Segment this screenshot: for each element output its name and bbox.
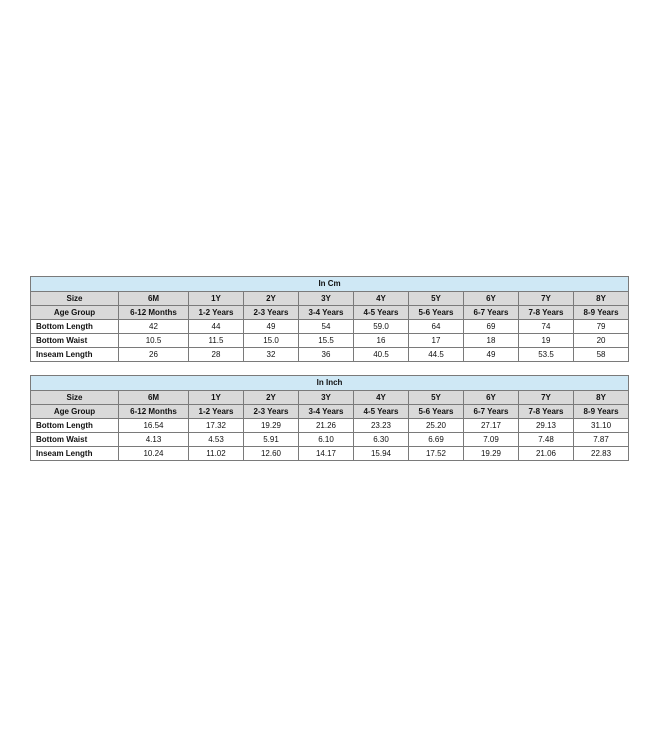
- table-cell: 6.69: [409, 433, 464, 447]
- size-cell: 6M: [119, 292, 189, 306]
- table-cell: 54: [299, 320, 354, 334]
- table-row: [31, 419, 629, 433]
- table-cell: 74: [519, 320, 574, 334]
- table-title: In Cm: [31, 277, 629, 292]
- table-cell: 36: [299, 348, 354, 362]
- age-cell: 6-7 Years: [464, 306, 519, 320]
- table-cell: 44.5: [409, 348, 464, 362]
- table-cell: 19.29: [244, 419, 299, 433]
- size-cell: 5Y: [409, 391, 464, 405]
- table-cell: 20: [574, 334, 629, 348]
- size-label: Size: [31, 391, 119, 405]
- table-cell: 4.13: [119, 433, 189, 447]
- table-cell: 15.94: [354, 447, 409, 461]
- table-cell: 14.17: [299, 447, 354, 461]
- size-chart-inch-table: [30, 375, 629, 461]
- row-label: Bottom Waist: [31, 433, 119, 447]
- age-cell: 3-4 Years: [299, 405, 354, 419]
- table-cell: 69: [464, 320, 519, 334]
- age-cell: 1-2 Years: [189, 405, 244, 419]
- table-row: [31, 320, 629, 334]
- row-label: Inseam Length: [31, 447, 119, 461]
- size-label: Size: [31, 292, 119, 306]
- table-cell: 10.5: [119, 334, 189, 348]
- age-cell: 6-12 Months: [119, 306, 189, 320]
- table-cell: 53.5: [519, 348, 574, 362]
- size-header-row: [31, 391, 629, 405]
- table-cell: 6.30: [354, 433, 409, 447]
- table-cell: 4.53: [189, 433, 244, 447]
- row-label: Bottom Waist: [31, 334, 119, 348]
- table-cell: 23.23: [354, 419, 409, 433]
- table-cell: 17.52: [409, 447, 464, 461]
- age-cell: 1-2 Years: [189, 306, 244, 320]
- table-cell: 79: [574, 320, 629, 334]
- size-cell: 4Y: [354, 391, 409, 405]
- table-cell: 15.0: [244, 334, 299, 348]
- table-cell: 26: [119, 348, 189, 362]
- table-cell: 7.48: [519, 433, 574, 447]
- size-cell: 5Y: [409, 292, 464, 306]
- size-cell: 8Y: [574, 292, 629, 306]
- age-cell: 4-5 Years: [354, 306, 409, 320]
- row-label: Bottom Length: [31, 320, 119, 334]
- table-cell: 6.10: [299, 433, 354, 447]
- size-cell: 8Y: [574, 391, 629, 405]
- size-cell: 6Y: [464, 292, 519, 306]
- size-cell: 3Y: [299, 292, 354, 306]
- size-header-row: [31, 292, 629, 306]
- age-cell: 2-3 Years: [244, 306, 299, 320]
- table-cell: 17.32: [189, 419, 244, 433]
- age-cell: 2-3 Years: [244, 405, 299, 419]
- table-cell: 19.29: [464, 447, 519, 461]
- table-cell: 64: [409, 320, 464, 334]
- table-title: In Inch: [31, 376, 629, 391]
- table-cell: 7.09: [464, 433, 519, 447]
- age-group-label: Age Group: [31, 306, 119, 320]
- table-cell: 25.20: [409, 419, 464, 433]
- row-label: Bottom Length: [31, 419, 119, 433]
- table-row: [31, 447, 629, 461]
- table-cell: 29.13: [519, 419, 574, 433]
- size-cell: 7Y: [519, 292, 574, 306]
- age-group-label: Age Group: [31, 405, 119, 419]
- age-cell: 4-5 Years: [354, 405, 409, 419]
- table-cell: 49: [464, 348, 519, 362]
- age-cell: 7-8 Years: [519, 405, 574, 419]
- table-cell: 21.26: [299, 419, 354, 433]
- table-cell: 42: [119, 320, 189, 334]
- table-cell: 7.87: [574, 433, 629, 447]
- age-cell: 7-8 Years: [519, 306, 574, 320]
- table-cell: 18: [464, 334, 519, 348]
- size-cell: 4Y: [354, 292, 409, 306]
- size-cell: 3Y: [299, 391, 354, 405]
- age-group-header-row: [31, 306, 629, 320]
- size-cell: 6M: [119, 391, 189, 405]
- age-cell: 8-9 Years: [574, 306, 629, 320]
- table-cell: 16: [354, 334, 409, 348]
- size-cell: 2Y: [244, 292, 299, 306]
- table-row: [31, 348, 629, 362]
- table-cell: 27.17: [464, 419, 519, 433]
- size-cell: 7Y: [519, 391, 574, 405]
- table-cell: 11.02: [189, 447, 244, 461]
- table-cell: 40.5: [354, 348, 409, 362]
- table-cell: 11.5: [189, 334, 244, 348]
- size-cell: 1Y: [189, 292, 244, 306]
- table-cell: 5.91: [244, 433, 299, 447]
- size-chart-cm-table: [30, 276, 629, 362]
- table-cell: 49: [244, 320, 299, 334]
- table-cell: 15.5: [299, 334, 354, 348]
- table-cell: 16.54: [119, 419, 189, 433]
- age-cell: 3-4 Years: [299, 306, 354, 320]
- table-cell: 59.0: [354, 320, 409, 334]
- table-row: [31, 433, 629, 447]
- table-cell: 28: [189, 348, 244, 362]
- size-cell: 6Y: [464, 391, 519, 405]
- table-cell: 17: [409, 334, 464, 348]
- table-cell: 31.10: [574, 419, 629, 433]
- table-cell: 19: [519, 334, 574, 348]
- table-cell: 22.83: [574, 447, 629, 461]
- table-row: [31, 334, 629, 348]
- table-cell: 44: [189, 320, 244, 334]
- table-cell: 21.06: [519, 447, 574, 461]
- age-group-header-row: [31, 405, 629, 419]
- table-cell: 32: [244, 348, 299, 362]
- size-cell: 2Y: [244, 391, 299, 405]
- table-cell: 58: [574, 348, 629, 362]
- age-cell: 8-9 Years: [574, 405, 629, 419]
- size-cell: 1Y: [189, 391, 244, 405]
- age-cell: 6-12 Months: [119, 405, 189, 419]
- age-cell: 5-6 Years: [409, 306, 464, 320]
- age-cell: 5-6 Years: [409, 405, 464, 419]
- table-cell: 10.24: [119, 447, 189, 461]
- age-cell: 6-7 Years: [464, 405, 519, 419]
- table-cell: 12.60: [244, 447, 299, 461]
- row-label: Inseam Length: [31, 348, 119, 362]
